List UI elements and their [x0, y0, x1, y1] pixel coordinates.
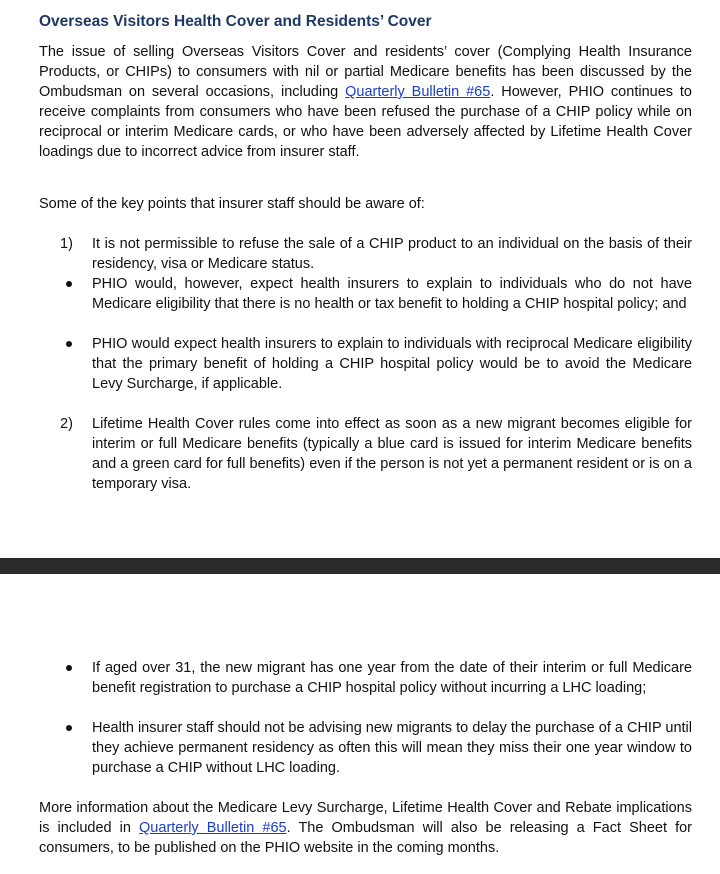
list-number-1: 1) — [60, 236, 73, 252]
intro-text-start: The issue of selling Overseas Visitors Cover and residents’ cover (Complying Health Insurance Products, or CHIPs) to consumers with nil or partial Medicare benefits has been discussed by the Ombudsman on several occasions, including — [39, 44, 692, 100]
intro-paragraph — [39, 42, 692, 162]
closing-text-start: More information about the Medicare Levy Surcharge, Lifetime Health Cover and Rebate implications is included in — [39, 800, 692, 836]
list-item-text: Health insurer staff should not be advising new migrants to delay the purchase of a CHIP until they achieve permanent residency as often this will mean they miss their one year window to purchase a CHIP without LHC loading. — [92, 720, 692, 776]
bulletin-link-2[interactable]: Quarterly Bulletin #65 — [139, 820, 287, 836]
list-item-text: It is not permissible to refuse the sale of a CHIP product to an individual on the basis of their residency, visa or Medicare status. — [92, 236, 692, 272]
page-break-divider — [0, 558, 720, 574]
closing-paragraph — [39, 798, 692, 858]
bullet-icon — [66, 665, 72, 671]
bullet-item-3 — [60, 658, 692, 698]
list-item-text: PHIO would, however, expect health insurers to explain to individuals who do not have Medicare eligibility that there is no health or tax benefit to holding a CHIP hospital policy; and — [92, 276, 692, 312]
intro-text-end: . However, PHIO continues to receive complaints from consumers who have been refused the purchase of a CHIP policy while on reciprocal or interim Medicare cards, or who have been adversely affected by Lifetime Health Cover loadings due to incorrect advice from insurer staff. — [39, 84, 693, 160]
bullet-icon — [66, 725, 72, 731]
closing-text-end: . The Ombudsman will also be releasing a Fact Sheet for consumers, to be published on the PHIO website in the coming months. — [39, 820, 692, 856]
numbered-item-1 — [60, 234, 692, 274]
key-points-intro: Some of the key points that insurer staff should be aware of: — [39, 196, 425, 212]
bullet-item-4 — [60, 718, 692, 778]
list-item-text: Lifetime Health Cover rules come into effect as soon as a new migrant becomes eligible for interim or full Medicare benefits (typically a blue card is issued for interim Medicare benefits and a green card for full benefits) even if the person is not yet a permanent resident or is on a temporary visa. — [92, 416, 692, 492]
numbered-item-2 — [60, 414, 692, 494]
list-item-text: PHIO would expect health insurers to explain to individuals with reciprocal Medicare eligibility that the primary benefit of holding a CHIP hospital policy would be to avoid the Medicare Levy Surcharge, if applicable. — [92, 336, 692, 392]
section-heading: Overseas Visitors Health Cover and Residents’ Cover — [39, 13, 432, 30]
document-page-2 — [0, 574, 720, 874]
list-number-2: 2) — [60, 416, 73, 432]
list-item-text: If aged over 31, the new migrant has one year from the date of their interim or full Medicare benefit registration to purchase a CHIP hospital policy without incurring a LHC loading; — [92, 660, 692, 696]
bullet-item-2 — [60, 334, 692, 394]
bullet-item-1 — [60, 274, 692, 314]
bullet-icon — [66, 341, 72, 347]
bullet-icon — [66, 281, 72, 287]
bulletin-link-1[interactable]: Quarterly Bulletin #65 — [345, 84, 491, 100]
